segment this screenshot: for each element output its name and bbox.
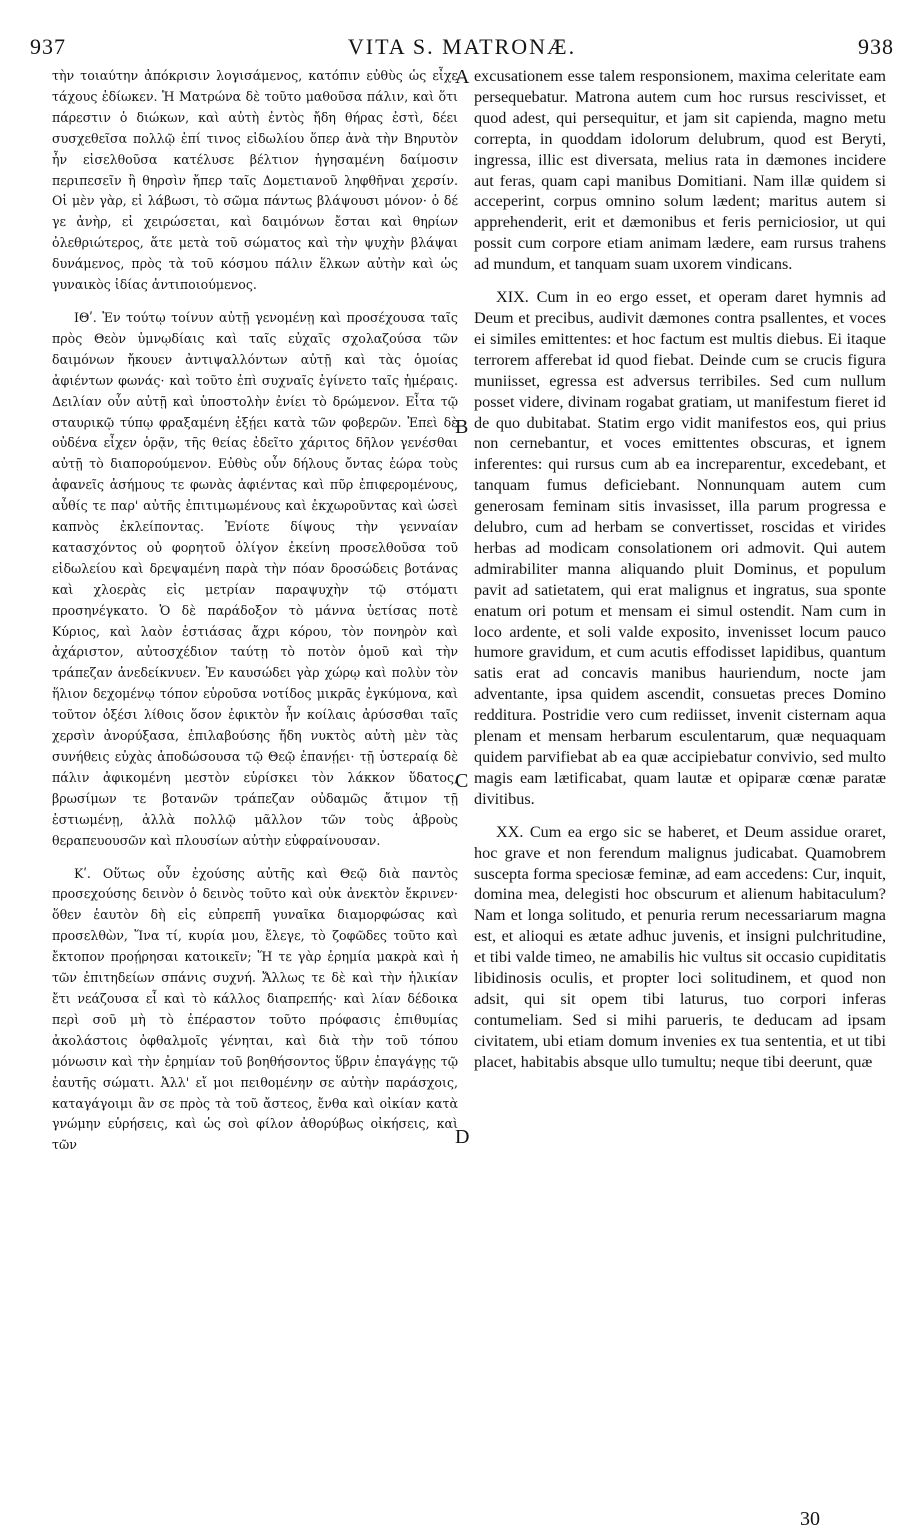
margin-marker-c: C: [455, 770, 469, 792]
margin-marker-a: A: [455, 66, 470, 88]
latin-paragraph-20: XX. Cum ea ergo sic se haberet, et Deum assidue oraret, hoc grave et non ferendum malignus judicabat. Quamobrem suscepta forma speciosæ feminæ, ad eam accedens: Cur, inquit, domina mea, delegisti hoc obscurum et alienum habitaculum? Nam et longa solitudo, et penuria rerum necessariarum magna est, et alioqui es ætate adhuc juvenis, et insigni pulchritudine, et tibi valde timeo, ne amabilis hic vultus sit occasio cupiditatis libidinosis oculis, et propter loci solitudinem, et quod non adsit, qui sit opem tibi laturus, tuo corpori inferas contumeliam. Sed si mihi parueris, te deducam ad ipsam civitatem, ubi etiam domum invenies ex tua sententia, et ut tibi placet, habitabis absque ullo tumultu; neque tibi deerunt, quæ: [474, 822, 886, 1071]
page-number-left: 937: [30, 34, 66, 59]
margin-marker-b: B: [455, 416, 469, 438]
page-number-right: 938: [858, 34, 894, 59]
greek-column: [52, 66, 458, 1156]
greek-paragraph-19: ΙΘʹ. Ἐν τούτῳ τοίνυν αὐτῇ γενομένῃ καὶ προσέχουσα ταῖς πρὸς Θεὸν ὑμνῳδίαις καὶ ταῖς εὐχαῖς σχολαζούσα τῶν δαιμόνων ἤκουεν ἀντιψαλλόντων αὐτῇ καὶ τὰς ὁμοίας ἀφιέντων φωνάς· καὶ τοῦτο ἐπὶ συχναῖς ἐγίνετο ταῖς ἡμέραις. Δειλίαν οὖν αὐτῇ καὶ ὑποστολὴν ἐνίει τὸ δρώμενον. Εἶτα τῷ σταυρικῷ τύπῳ φραξαμένη ἐξῄει κατὰ τῶν φοβερῶν. Ἐπεὶ δὲ οὐδένα εἶχεν ὁρᾷν, τῆς θείας ἐδεῖτο χάριτος δῆλον γενέσθαι αὐτῇ τὸ διαπορούμενον. Εὐθὺς οὖν δήλους ὄντας ἑώρα τοὺς ἀφανεῖς ἀσήμους τε φωνὰς ἀφιέντας καὶ πῦρ ἐπιφερομένους, αὖθίς τε παρ' αὐτῆς ἐπιτιμωμένους καὶ ἐκχωροῦντας καὶ ὡσεὶ καπνὸς ἐκλείποντας. Ἐνίοτε δίψους τὴν γενναίαν κατασχόντος οὐ φορητοῦ ὀλίγον ἐκείνη προσελθοῦσα τοῦ εἰδωλείου καὶ δρεψαμένη παρὰ τὴν πόαν δροσώδεις βοτάνας καὶ χλοερὰς εἰς μετρίαν παραψυχὴν τῷ στόματι προσηνέγκατο. Ὁ δὲ παράδοξον τὸ μάννα ὑετίσας ποτὲ Κύριος, καὶ λαὸν ἑστιάσας ἄχρι κόρου, τὸν πονηρὸν καὶ ἀχάριστον, αὐτοσχέδιον ταύτῃ τὸ ποτὸν ὁμοῦ καὶ τὴν τράπεζαν ἀνεδείκνυεν. Ἐν καυσώδει γὰρ χώρῳ καὶ πολὺν τὸν ἥλιον δεχομένῳ τόπον εὑροῦσα νοτίδος μικρᾶς ἐγκύμονα, καὶ τοῦτον ὀξέσι λίθοις ὅσον ἐφικτὸν ἦν κοίλαις ἀρύσσθαι ταῖς χερσὶν ἀνορύξασα, ἐπιλαβούσης ἤδη νυκτὸς αὐτὴ μὲν τὰς συνήθεις εὐχὰς ἀποδώσουσα τῷ Θεῷ ἐπανῄει· τῇ ὑστεραίᾳ δὲ πάλιν ἀφικομένη μεστὸν εὑρίσκει τὸν λάκκον ὕδατος, βρωσίμων τε βοτανῶν τράπεζαν οὐδαμῶς ἄτιμον τῇ ἑστιωμένῃ, ἀλλὰ πολλῷ μᾶλλον τῶν τοὺς ἁβροὺς θεραπευουσῶν καὶ πλουσίων αὐτὴν εὐφραίνουσαν.: [52, 309, 458, 848]
margin-marker-d: D: [455, 1126, 470, 1148]
running-title: VITA S. MATRONÆ.: [347, 34, 577, 59]
greek-paragraph-1: τὴν τοιαύτην ἀπόκρισιν λογισάμενος, κατόπιν εὐθὺς ὡς εἶχε τάχους ἐδίωκεν. Ἡ Ματρώνα δὲ τοῦτο μαθοῦσα πάλιν, καὶ ὅτι πάρεστιν ὁ διώκων, καὶ αὐτὴ ἐντὸς ἤδη θήρας ἐστὶ, δέει συσχεθεῖσα πολλῷ ἐπί τινος εἰδωλίου ὅπερ ἀνὰ τὴν Βηρυτὸν ἦν εἰσελθοῦσα κατέλυσε βέλτιον ἡγησαμένη δαίμοσιν περιπεσεῖν ἢ θηρσὶν ἤπερ ταῖς Δομετιανοῦ ληφθῆναι χερσίν. Οἱ μὲν γὰρ, εἰ λάβωσι, τὸ σῶμα πάντως βλάψουσι μόνον· ὁ δέ γε ἀνὴρ, εἰ χειρώσεται, καὶ δαιμόνων ἔσται καὶ θηρίων ὀλεθριώτερος, ἅτε μετὰ τοῦ σώματος καὶ τὴν ψυχὴν βλάψαι δυνάμενος, πρὸς τὰ τοῦ κόσμου πάλιν ἕλκων αὐτὴν καὶ ὡς γυναικὸς ἰδίας ἀντιποιούμενος.: [52, 68, 458, 293]
latin-paragraph-19: XIX. Cum in eo ergo esset, et operam daret hymnis ad Deum et precibus, audivit dæmones contra psallentes, et voces ei similes emittentes: et hoc factum est multis diebus. Ei itaque terrorem afferebat id quod fiebat. Deinde cum se crucis figura muniisset, egressa est adversus terribiles. Sed cum nullum posset videre, divinam rogabat gratiam, ut manifestum fieret id de quo dubitabat. Statim ergo vidit manifestos eos, qui prius non cernebantur, et voces emittentes obscuras, et ignem inferentes: qui rursus cum ab ea increparentur, excedebant, et tanquam fumus deficiebant. Nonnunquam autem cum generosam feminam sitis invasisset, illa parum progressa e delubro, cum ad herbam se convertisset, roscidas et virides herbas ad modicam consolationem ori admovit. Qui autem admirabiliter manna aliquando pluit Dominus, et populum pavit ad satietatem, qui erat malignus et ingratus, sua sponte enatum ori potum et mensam ei simul ostendit. Nam cum in loco ardente, et soli valde exposito, invenisset locum pauco humore gravidum, et cum acutis effodisset lapidibus, quantum satis erat ad concavis manibus hauriendum, nocte jam adventante, ipsa quidem ascendit, consuetas preces Domino redditura. Postridie vero cum rediisset, invenit cisternam aqua plenam et mensam herbarum esculentarum, quæ nequaquam quidem parvifiebat ab ea quæ accipiebatur convivio, sed multo magis eam lætificabat, quam lautæ et opiparæ cœnæ paratæ divitibus.: [474, 288, 886, 808]
signature-mark: 30: [800, 1508, 820, 1530]
running-header: [30, 34, 894, 62]
latin-column: [474, 66, 886, 1073]
greek-paragraph-20: Κʹ. Οὕτως οὖν ἐχούσης αὐτῆς καὶ Θεῷ διὰ παντὸς προσεχούσης δεινὸν ὁ δεινὸς τοῦτο καὶ οὐκ ἀνεκτὸν ἔκρινεν· ὅθεν ἑαυτὸν δὴ εἰς εὐπρεπῆ γυναῖκα διαμορφώσας καὶ προσελθὼν, Ἵνα τί, κυρία μου, ἔλεγε, τὸ ζοφῶδες τοῦτο καὶ ἔκτοπον προῄρησαι κατοικεῖν; Ἥ τε γὰρ ἐρημία μακρὰ καὶ ἡ τῶν ἐπιτηδείων σπάνις συχνή. Ἄλλως τε δὲ καὶ τὴν ἡλικίαν ἔτι νεάζουσα εἶ καὶ τὸ κάλλος διαπρεπής· καὶ λίαν δέδοικα περὶ σοῦ μὴ τὸ ἐπέραστον τοῦτο πρόφασις ἐπιθυμίας ἀκολάστοις ὀφθαλμοῖς γένηται, καὶ διὰ τὴν τοῦ τόπου μόνωσιν καὶ τὴν ἐρημίαν τοῦ βοηθήσοντος ὕβριν ἐπαγάγῃς τῷ ἑαυτῆς σώματι. Ἀλλ' εἴ μοι πειθομένην σε αὐτὴν παράσχοις, καταγάγοιμι ἂν σε πρὸς τὰ τοῦ ἄστεος, ἔνθα καὶ οἰκίαν κατὰ γνώμην εὑρήσεις, καὶ ὡς σοὶ φίλον ἀθορύβως οἰκήσεις, καὶ τῶν: [52, 865, 458, 1153]
latin-paragraph-1: excusationem esse talem responsionem, maxima celeritate eam persequebatur. Matrona autem cum hoc rursus rescivisset, et quod adest, qui persequitur, et jam sit capienda, magno metu correpta, in quoddam idolorum delubrum, quod est Beryti, ingressa, illic est diversata, melius rata in dæmones incidere aut feras, quam capi manibus Domitiani. Nam illæ quidem si acceperint, corpus omnino solum lædent; maritus autem si apprehenderit, erit et dæmonibus et feris perniciosior, ut qui possit cum corpore etiam animam lædere, eam rursus trahens ad mundum, et tanquam suam uxorem vindicans.: [474, 67, 886, 274]
